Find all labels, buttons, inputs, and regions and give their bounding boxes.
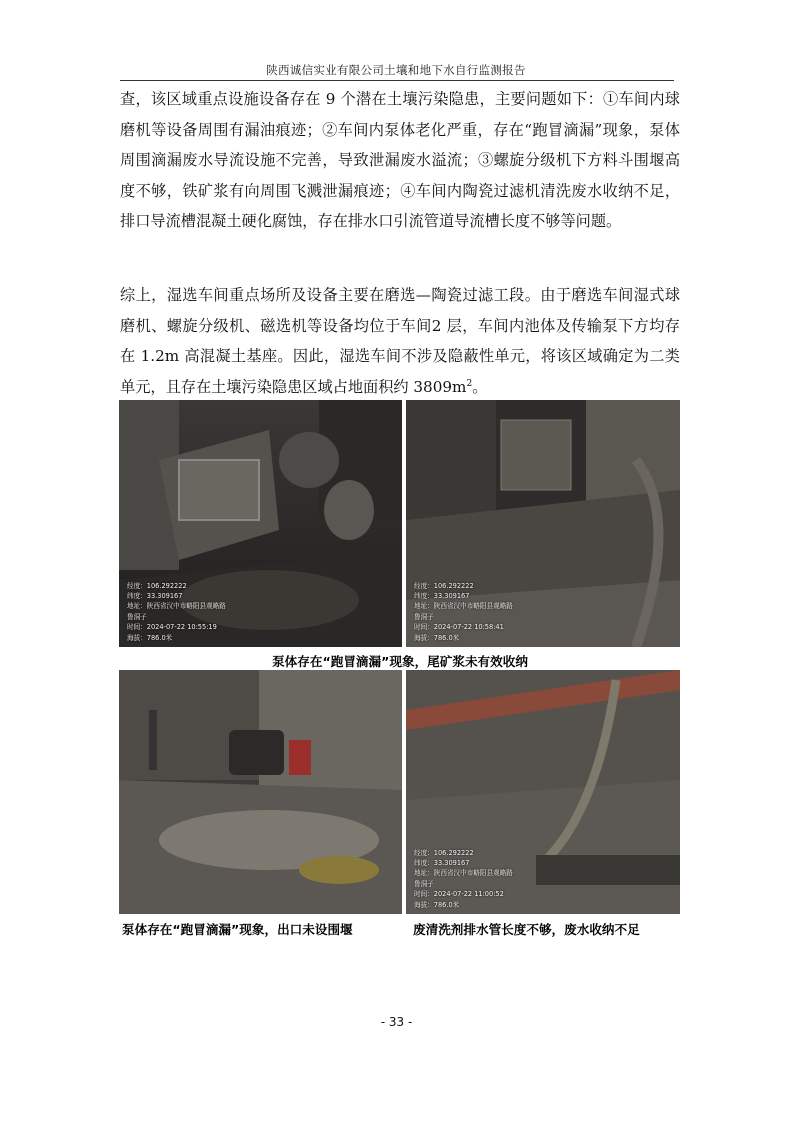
paragraph-2-end: 。 — [472, 377, 488, 396]
body-paragraph-1: 查，该区域重点设施设备存在 9 个潜在土壤污染隐患，主要问题如下：①车间内球磨机等设备周围有漏油痕迹；②车间内泵体老化严重，存在“跑冒滴漏”现象，泵体周围滴漏废水导流设施不完善，导致泄漏废水溢流；③螺旋分级机下方料斗围堰高度不够，铁矿浆有向周围飞溅泄漏痕迹；④车间内陶瓷过滤机清洗废水收纳不足，排口导流槽混凝土硬化腐蚀，存在排水口引流管道导流槽长度不够等问题。 — [120, 90, 680, 230]
geo-stamp: 经度：106.292222 纬度：33.309167 地址：陕西省汉中市略阳县观略路 鲁洞子 时间：2024-07-22 11:00:52 海拔：786.0米 — [414, 848, 513, 909]
body-paragraph-2 — [120, 280, 680, 402]
site-photo-pump-1 — [119, 400, 402, 647]
site-photo-pump-2 — [406, 400, 680, 647]
site-photo-pipe — [406, 670, 680, 914]
superscript-2: 2 — [466, 378, 473, 389]
page-number: - 33 - — [380, 1015, 413, 1029]
running-header: 陕西诚信实业有限公司土壤和地下水自行监测报告 — [266, 63, 526, 77]
geo-stamp: 经度：106.292222 纬度：33.309167 地址：陕西省汉中市略阳县观略路 鲁洞子 时间：2024-07-22 10:55:19 海拔：786.0米 — [127, 581, 226, 642]
figure-caption-top: 泵体存在“跑冒滴漏”现象，尾矿浆未有效收纳 — [272, 654, 528, 669]
figure-caption-bottom-right: 废清洗剂排水管长度不够，废水收纳不足 — [413, 922, 640, 937]
header-divider — [120, 80, 674, 81]
site-photo-floor — [119, 670, 402, 914]
figure-caption-bottom-left: 泵体存在“跑冒滴漏”现象，出口未设围堰 — [122, 922, 353, 937]
geo-stamp: 经度：106.292222 纬度：33.309167 地址：陕西省汉中市略阳县观略路 鲁洞子 时间：2024-07-22 10:58:41 海拔：786.0米 — [414, 581, 513, 642]
paragraph-2-text: 综上，湿选车间重点场所及设备主要在磨选—陶瓷过滤工段。由于磨选车间湿式球磨机、螺旋分级机、磁选机等设备均位于车间2 层，车间内池体及传输泵下方均存在 1.2m 高混凝土基座。因此，湿选车间不涉及隐蔽性单元，将该区域确定为二类单元，且存在土壤污染隐患区域占地面积约 3809m — [120, 286, 680, 396]
